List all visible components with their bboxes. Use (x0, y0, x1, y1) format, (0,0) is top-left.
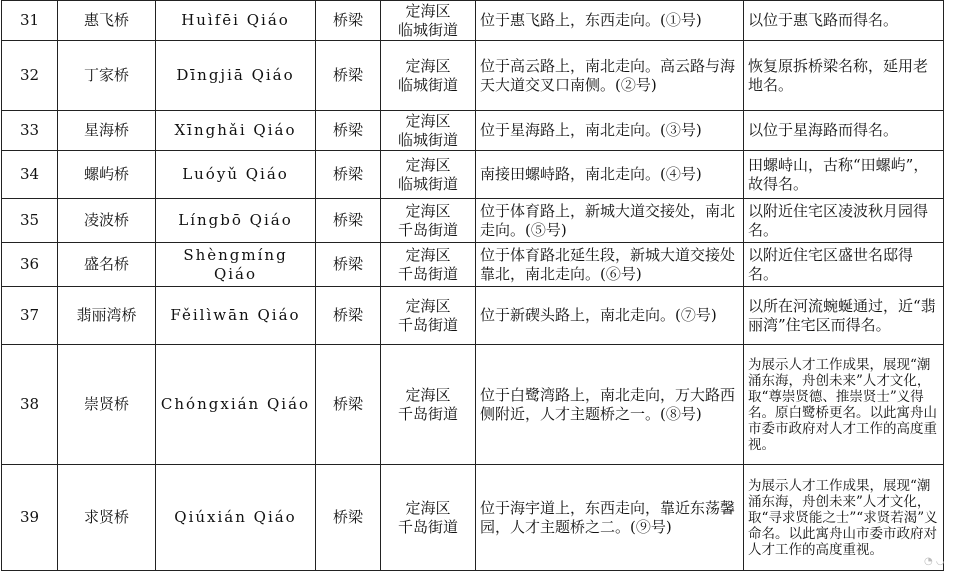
district-cell: 定海区 临城街道 (381, 151, 476, 199)
bridge-name-cell: 丁家桥 (58, 41, 156, 111)
row-number-cell: 34 (2, 151, 58, 199)
location-description-cell: 位于白鹭湾路上，南北走向，万大路西侧附近，人才主题桥之一。(⑧号) (476, 345, 744, 465)
naming-origin-cell: 以所在河流蜿蜒通过，近“翡丽湾”住宅区而得名。 (744, 287, 944, 345)
district-cell: 定海区 千岛街道 (381, 287, 476, 345)
naming-origin-cell: 恢复原拆桥梁名称，延用老地名。 (744, 41, 944, 111)
table-body (2, 1, 944, 571)
row-number-cell: 31 (2, 1, 58, 41)
table-row (2, 199, 944, 243)
table-row (2, 465, 944, 571)
row-number-cell: 36 (2, 243, 58, 287)
row-number-cell: 38 (2, 345, 58, 465)
table-row (2, 345, 944, 465)
district-cell: 定海区 临城街道 (381, 1, 476, 41)
table-row (2, 1, 944, 41)
location-description-cell: 位于新碶头路上，南北走向。(⑦号) (476, 287, 744, 345)
bridge-name-cell: 盛名桥 (58, 243, 156, 287)
table-row (2, 41, 944, 111)
pinyin-cell: Qiúxián Qiáo (156, 465, 316, 571)
location-description-cell: 位于海宇道上，东西走向，靠近东荡馨园，人才主题桥之二。(⑨号) (476, 465, 744, 571)
pinyin-cell: Shèngmíng Qiáo (156, 243, 316, 287)
district-cell: 定海区 千岛街道 (381, 345, 476, 465)
district-cell: 定海区 临城街道 (381, 41, 476, 111)
naming-origin-cell: 为展示人才工作成果，展现“潮涌东海，舟创未来”人才文化，取“寻求贤能之士”“求贤若渴”义命名。以此寓舟山市委市政府对人才工作的高度重视。 (744, 465, 944, 571)
bridge-names-table (1, 0, 944, 571)
district-cell: 定海区 千岛街道 (381, 465, 476, 571)
row-number-cell: 33 (2, 111, 58, 151)
naming-origin-cell: 为展示人才工作成果，展现“潮涌东海，舟创未来”人才文化，取“尊崇贤德、推崇贤士”义得名。原白鹭桥更名。以此寓舟山市委市政府对人才工作的高度重视。 (744, 345, 944, 465)
category-cell: 桥梁 (316, 345, 381, 465)
pinyin-cell: Huìfēi Qiáo (156, 1, 316, 41)
naming-origin-cell: 田螺峙山，古称“田螺屿”，故得名。 (744, 151, 944, 199)
pinyin-cell: Fěilìwān Qiáo (156, 287, 316, 345)
location-description-cell: 位于体育路上，新城大道交接处，南北走向。(⑤号) (476, 199, 744, 243)
district-cell: 定海区 千岛街道 (381, 199, 476, 243)
bridge-name-cell: 翡丽湾桥 (58, 287, 156, 345)
bridge-name-cell: 螺屿桥 (58, 151, 156, 199)
location-description-cell: 位于体育路北延生段，新城大道交接处靠北，南北走向。(⑥号) (476, 243, 744, 287)
row-number-cell: 35 (2, 199, 58, 243)
category-cell: 桥梁 (316, 111, 381, 151)
naming-origin-cell: 以附近住宅区凌波秋月园得名。 (744, 199, 944, 243)
naming-origin-cell: 以位于星海路而得名。 (744, 111, 944, 151)
category-cell: 桥梁 (316, 465, 381, 571)
location-description-cell: 南接田螺峙路，南北走向。(④号) (476, 151, 744, 199)
pinyin-cell: Chóngxián Qiáo (156, 345, 316, 465)
pinyin-cell: Dīngjiā Qiáo (156, 41, 316, 111)
bridge-name-cell: 凌波桥 (58, 199, 156, 243)
bridge-name-cell: 星海桥 (58, 111, 156, 151)
category-cell: 桥梁 (316, 1, 381, 41)
naming-origin-cell: 以位于惠飞路而得名。 (744, 1, 944, 41)
table-row (2, 287, 944, 345)
pinyin-cell: Luóyǔ Qiáo (156, 151, 316, 199)
row-number-cell: 32 (2, 41, 58, 111)
table-row (2, 243, 944, 287)
table-row (2, 151, 944, 199)
category-cell: 桥梁 (316, 287, 381, 345)
pinyin-cell: Língbō Qiáo (156, 199, 316, 243)
bridge-name-cell: 求贤桥 (58, 465, 156, 571)
location-description-cell: 位于星海路上，南北走向。(③号) (476, 111, 744, 151)
category-cell: 桥梁 (316, 199, 381, 243)
district-cell: 定海区 千岛街道 (381, 243, 476, 287)
table-row (2, 111, 944, 151)
category-cell: 桥梁 (316, 151, 381, 199)
row-number-cell: 37 (2, 287, 58, 345)
location-description-cell: 位于高云路上，南北走向。高云路与海天大道交叉口南侧。(②号) (476, 41, 744, 111)
row-number-cell: 39 (2, 465, 58, 571)
category-cell: 桥梁 (316, 243, 381, 287)
district-cell: 定海区 临城街道 (381, 111, 476, 151)
bridge-name-cell: 惠飞桥 (58, 1, 156, 41)
pinyin-cell: Xīnghǎi Qiáo (156, 111, 316, 151)
naming-origin-cell: 以附近住宅区盛世名邸得名。 (744, 243, 944, 287)
location-description-cell: 位于惠飞路上，东西走向。(①号) (476, 1, 744, 41)
bridge-name-cell: 崇贤桥 (58, 345, 156, 465)
category-cell: 桥梁 (316, 41, 381, 111)
watermark-icon: ◔ ◡ (924, 556, 945, 567)
